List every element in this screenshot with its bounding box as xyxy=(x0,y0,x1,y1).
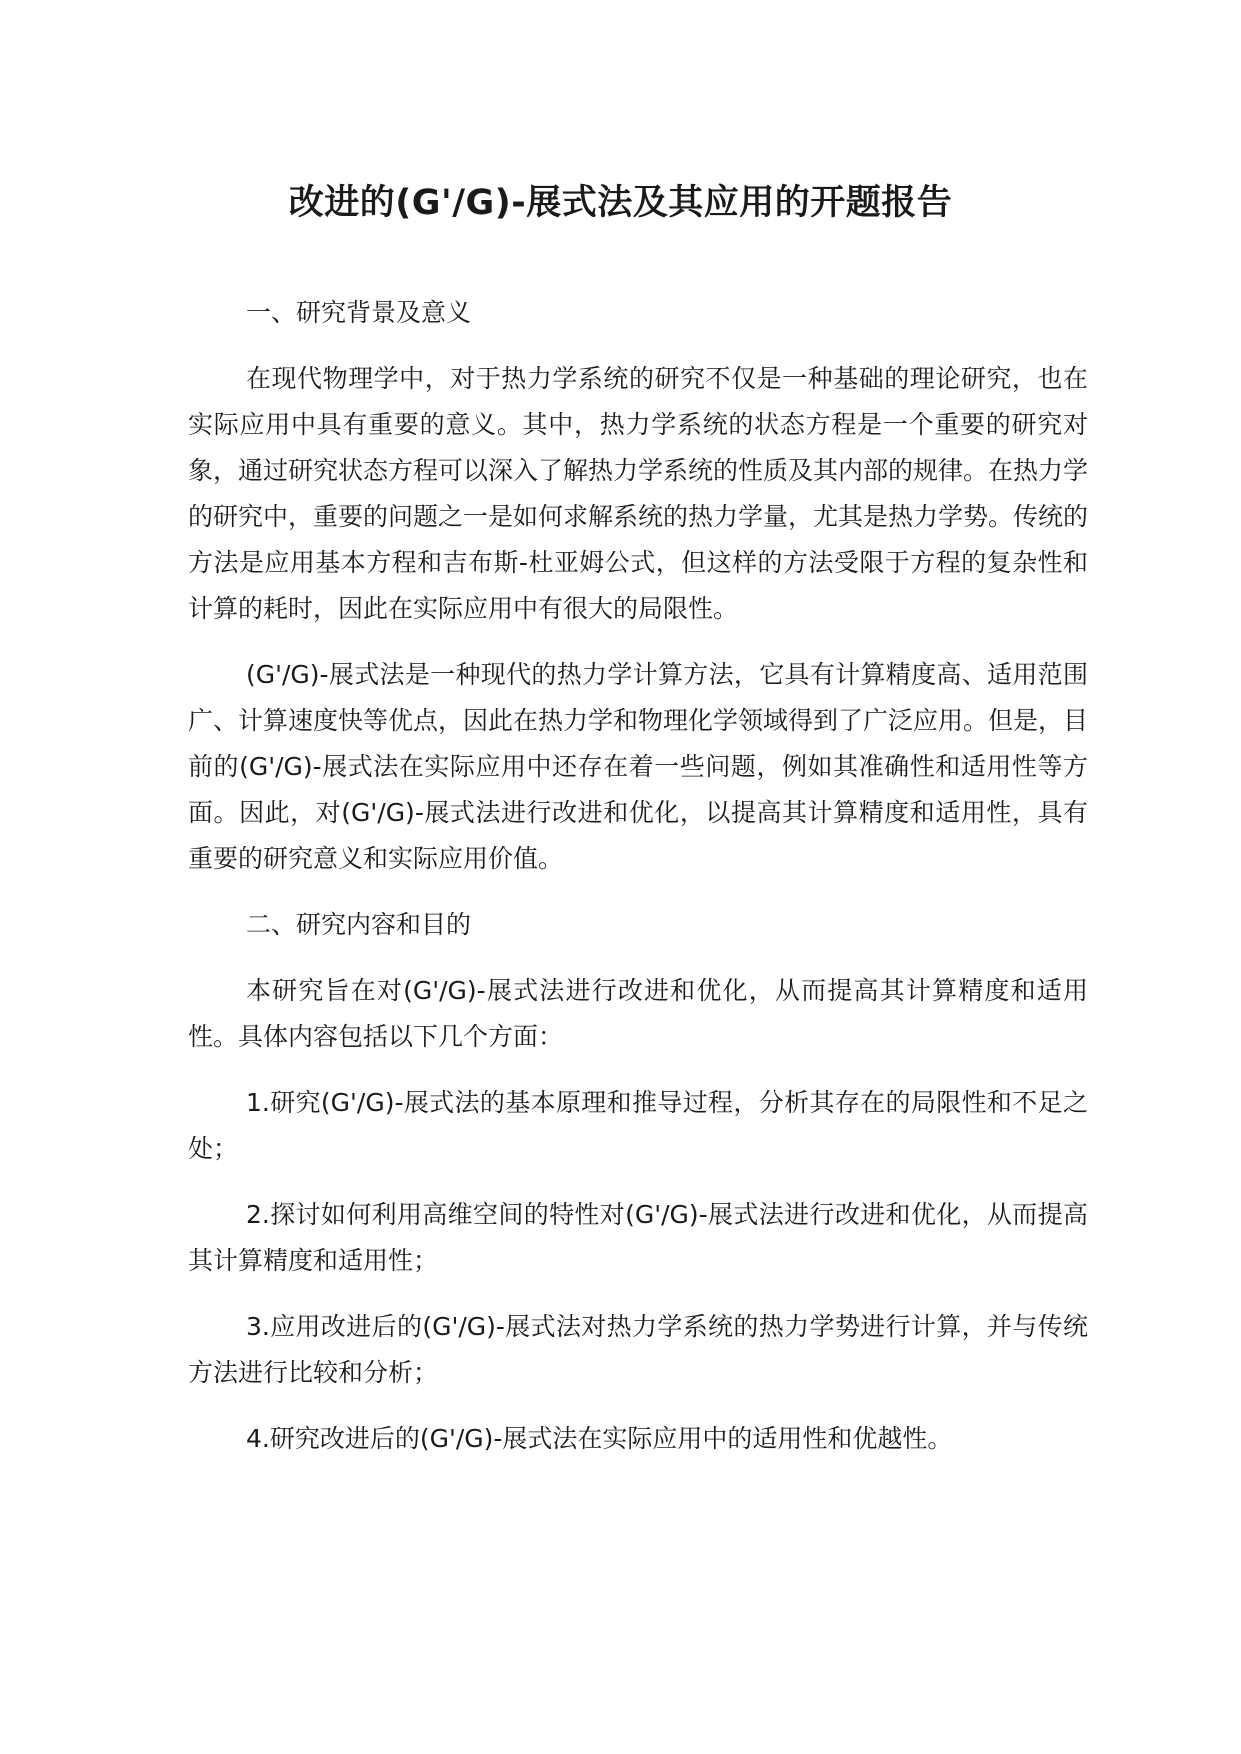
list-item: 2.探讨如何利用高维空间的特性对(G'/G)-展式法进行改进和优化，从而提高其计算精度和适用性； xyxy=(188,1200,1088,1275)
paragraph: 本研究旨在对(G'/G)-展式法进行改进和优化，从而提高其计算精度和适用性。具体内容包括以下几个方面： xyxy=(188,976,1088,1051)
list-item: 3.应用改进后的(G'/G)-展式法对热力学系统的热力学势进行计算，并与传统方法进行比较和分析； xyxy=(188,1312,1088,1387)
list-item: 1.研究(G'/G)-展式法的基本原理和推导过程，分析其存在的局限性和不足之处； xyxy=(188,1088,1088,1163)
document-body xyxy=(188,290,1088,1482)
paragraph: 在现代物理学中，对于热力学系统的研究不仅是一种基础的理论研究，也在实际应用中具有重要的意义。其中，热力学系统的状态方程是一个重要的研究对象，通过研究状态方程可以深入了解热力学系统的性质及其内部的规律。在热力学的研究中，重要的问题之一是如何求解系统的热力学量，尤其是热力学势。传统的方法是应用基本方程和吉布斯-杜亚姆公式，但这样的方法受限于方程的复杂性和计算的耗时，因此在实际应用中有很大的局限性。 xyxy=(188,364,1089,623)
section-heading-1: 一、研究背景及意义 xyxy=(246,298,472,327)
document-title: 改进的(G'/G)-展式法及其应用的开题报告 xyxy=(288,183,953,223)
paragraph: (G'/G)-展式法是一种现代的热力学计算方法，它具有计算精度高、适用范围广、计算速度快等优点，因此在热力学和物理化学领域得到了广泛应用。但是，目前的(G'/G)-展式法在实际应用中还存在着一些问题，例如其准确性和适用性等方面。因此，对(G'/G)-展式法进行改进和优化，以提高其计算精度和适用性，具有重要的研究意义和实际应用价值。 xyxy=(188,660,1089,873)
section-heading-2: 二、研究内容和目的 xyxy=(246,910,472,939)
list-item: 4.研究改进后的(G'/G)-展式法在实际应用中的适用性和优越性。 xyxy=(246,1424,953,1453)
